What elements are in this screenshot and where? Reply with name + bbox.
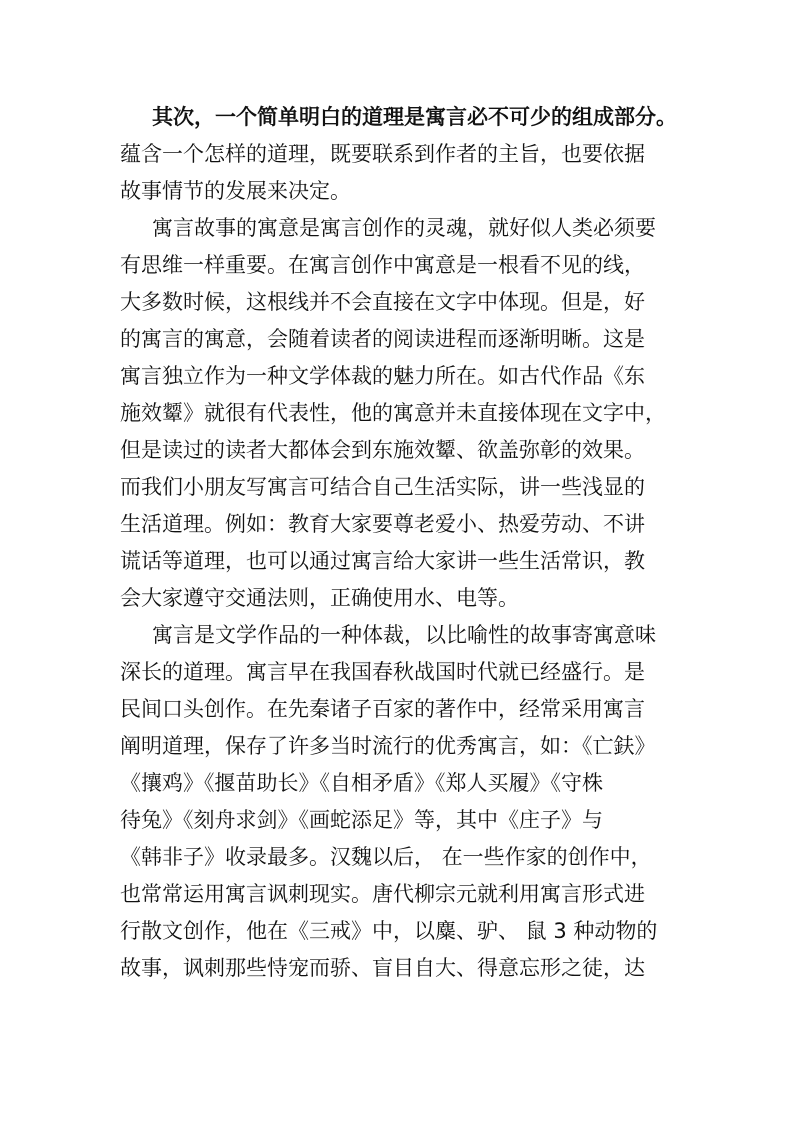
text-line: 故事情节的发展来决定。 bbox=[120, 179, 351, 203]
text-line: 蕴含一个怎样的道理，既要联系到作者的主旨，也要依据 bbox=[120, 142, 645, 166]
text-line: 但是读过的读者大都体会到东施效颦、欲盖弥彰的效果。 bbox=[120, 438, 645, 462]
text-line: 阐明道理，保存了许多当时流行的优秀寓言，如：《亡鈇》 bbox=[120, 734, 656, 758]
text-line: 谎话等道理，也可以通过寓言给大家讲一些生活常识，教 bbox=[120, 549, 645, 573]
text-line: 生活道理。例如：教育大家要尊老爱小、热爱劳动、不讲 bbox=[120, 512, 645, 536]
text-line: 大多数时候，这根线并不会直接在文字中体现。但是，好 bbox=[120, 290, 645, 314]
text-line: 民间口头创作。在先秦诸子百家的著作中，经常采用寓言 bbox=[120, 697, 645, 721]
text-line: 也常常运用寓言讽刺现实。唐代柳宗元就利用寓言形式进 bbox=[120, 882, 645, 906]
text-line: 有思维一样重要。在寓言创作中寓意是一根看不见的线， bbox=[120, 253, 645, 277]
text-line: 施效颦》就很有代表性，他的寓意并未直接体现在文字中， bbox=[120, 401, 666, 425]
text-line: 故事，讽刺那些恃宠而骄、盲目自大、得意忘形之徒，达 bbox=[120, 956, 645, 980]
text-line: 《韩非子》收录最多。汉魏以后， 在一些作家的创作中， bbox=[120, 845, 652, 869]
text-line: 寓言独立作为一种文学体裁的魅力所在。如古代作品《东 bbox=[120, 364, 645, 388]
text-line: 的寓言的寓意，会随着读者的阅读进程而逐渐明晰。这是 bbox=[120, 327, 645, 351]
text-line: 行散文创作，他在《三戒》中，以麋、驴、 鼠 3 种动物的 bbox=[120, 919, 658, 943]
text-line: 深长的道理。寓言早在我国春秋战国时代就已经盛行。是 bbox=[120, 660, 645, 684]
text-line: 寓言故事的寓意是寓言创作的灵魂，就好似人类必须要 bbox=[152, 216, 656, 240]
text-line: 其次，一个简单明白的道理是寓言必不可少的组成部分。 bbox=[152, 105, 677, 129]
text-line: 寓言是文学作品的一种体裁，以比喻性的故事寄寓意味 bbox=[152, 623, 656, 647]
text-line: 会大家遵守交通法则，正确使用水、电等。 bbox=[120, 586, 519, 610]
text-line: 而我们小朋友写寓言可结合自己生活实际，讲一些浅显的 bbox=[120, 475, 645, 499]
text-line: 待兔》《刻舟求剑》《画蛇添足》等，其中《庄子》与 bbox=[120, 808, 603, 832]
text-line: 《攘鸡》《揠苗助长》《自相矛盾》《郑人买履》《守株 bbox=[120, 771, 603, 795]
